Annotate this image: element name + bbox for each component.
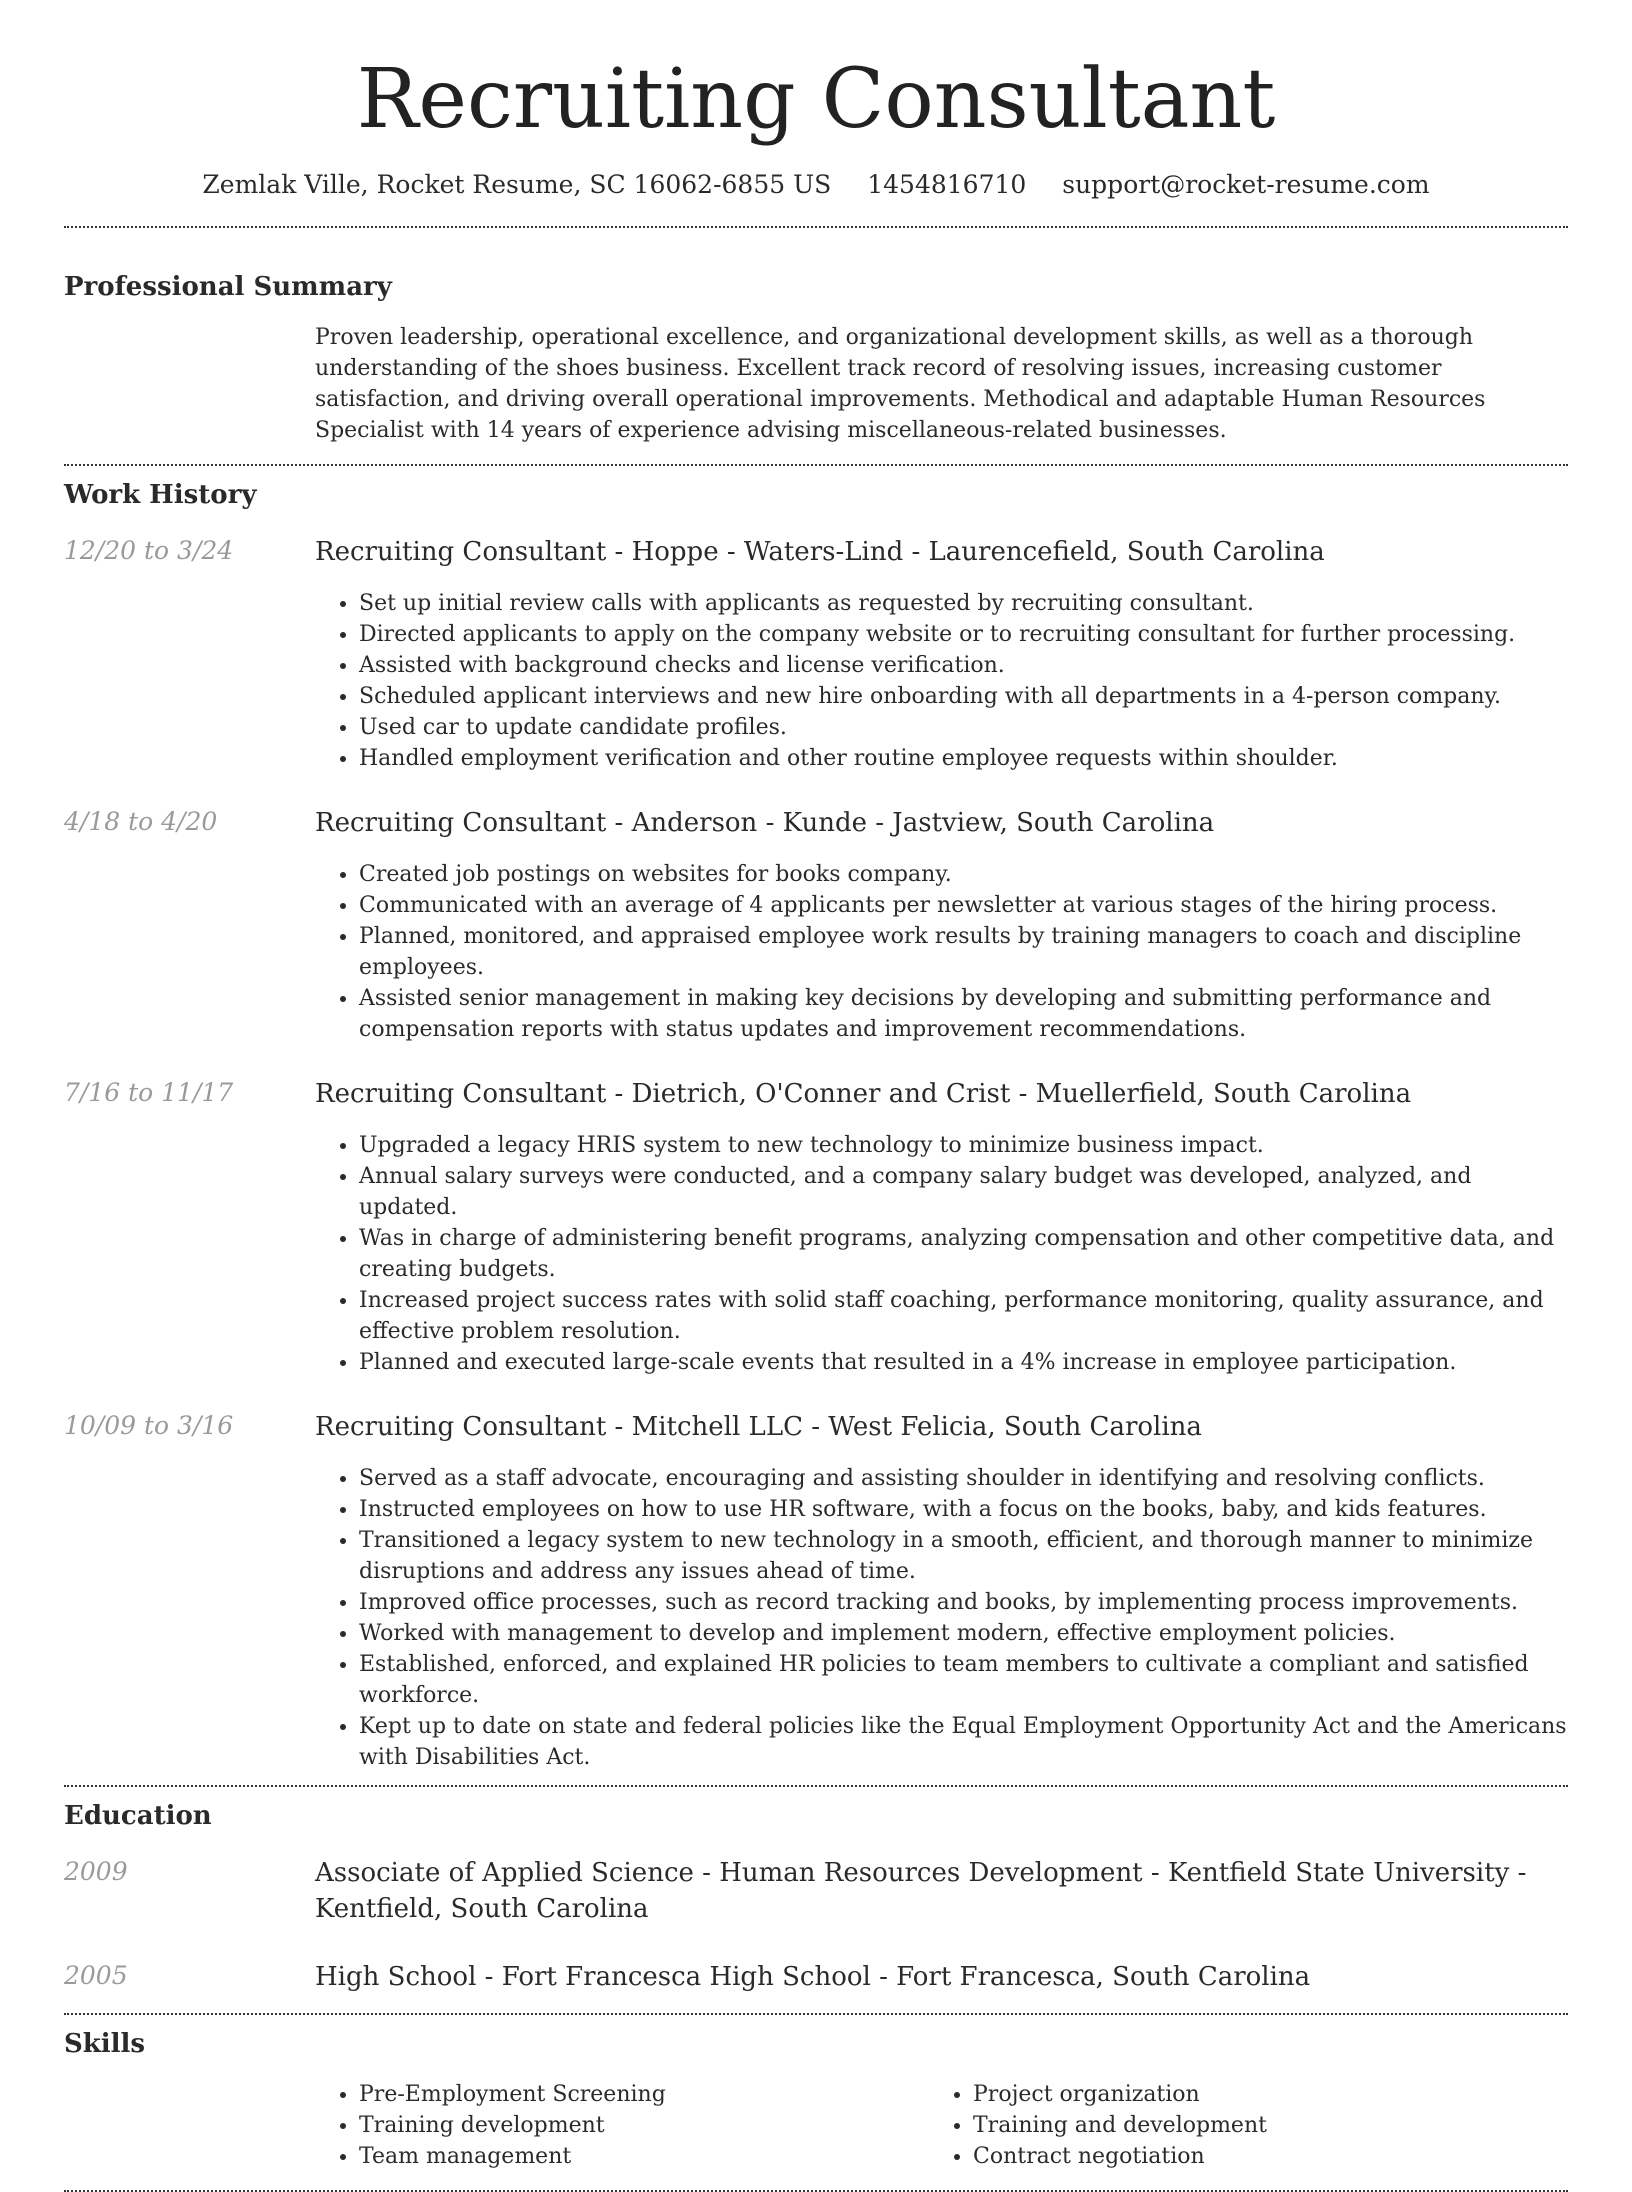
list-item: • Set up initial review calls with applicants as requested by recruiting consultant.: [359, 588, 1568, 619]
job-entry: [64, 805, 1568, 1045]
list-item: • Handled employment verification and other routine employee requests within shoulder.: [359, 743, 1568, 774]
list-item: • Assisted senior management in making key decisions by developing and submitting performance and compensation reports with status updates and improvement recommendations.: [359, 983, 1568, 1045]
contact-phone: 1454816710: [867, 170, 1027, 199]
job-date: 12/20 to 3/24: [64, 536, 234, 565]
list-item: • Planned and executed large-scale events that resulted in a 4% increase in employee participation.: [359, 1347, 1568, 1378]
divider: [64, 226, 1568, 228]
resume-name: Recruiting Consultant: [356, 52, 1276, 147]
section-title-work-history: Work History: [64, 480, 257, 510]
list-item: • Communicated with an average of 4 applicants per newsletter at various stages of the hiring process.: [359, 890, 1568, 921]
list-item: • Annual salary surveys were conducted, and a company salary budget was developed, analyzed, and updated.: [359, 1161, 1568, 1223]
list-item: • Established, enforced, and explained HR policies to team members to cultivate a compliant and satisfied workforce.: [359, 1649, 1568, 1711]
job-title: Recruiting Consultant - Anderson - Kunde - Jastview, South Carolina: [315, 808, 1215, 838]
list-item: • Kept up to date on state and federal policies like the Equal Employment Opportunity Act and the Americans with Disabilities Act.: [359, 1711, 1568, 1773]
list-item: • Increased project success rates with solid staff coaching, performance monitoring, quality assurance, and effective problem resolution.: [359, 1285, 1568, 1347]
education-title: Associate of Applied Science - Human Resources Development - Kentfield State University - Kentfield, South Carolina: [315, 1858, 1527, 1924]
list-item: • Directed applicants to apply on the company website or to recruiting consultant for further processing.: [359, 619, 1568, 650]
skills-list-right: [929, 2079, 1543, 2172]
list-item: • Instructed employees on how to use HR software, with a focus on the books, baby, and kids features.: [359, 1494, 1568, 1525]
summary-section: [64, 270, 1568, 446]
education-title: High School - Fort Francesca High School - Fort Francesca, South Carolina: [315, 1962, 1311, 1992]
job-title: Recruiting Consultant - Hoppe - Waters-Lind - Laurencefield, South Carolina: [315, 537, 1325, 567]
job-bullets: [315, 588, 1568, 774]
list-item: • Was in charge of administering benefit programs, analyzing compensation and other competitive data, and creating budgets.: [359, 1223, 1568, 1285]
list-item: • Scheduled applicant interviews and new hire onboarding with all departments in a 4-person company.: [359, 681, 1568, 712]
skill-item: • Training and development: [973, 2110, 1543, 2141]
list-item: • Served as a staff advocate, encouraging and assisting shoulder in identifying and resolving conflicts.: [359, 1463, 1568, 1494]
list-item: • Planned, monitored, and appraised employee work results by training managers to coach and discipline employees.: [359, 921, 1568, 983]
list-item: • Created job postings on websites for books company.: [359, 859, 1568, 890]
job-entry: [64, 1076, 1568, 1378]
skill-item: • Pre-Employment Screening: [359, 2079, 929, 2110]
skill-item: • Team management: [359, 2141, 929, 2172]
education-entry: [64, 1959, 1568, 1995]
job-date: 10/09 to 3/16: [64, 1411, 234, 1440]
education-entry: [64, 1855, 1568, 1927]
job-entry: [64, 534, 1568, 774]
contact-address: Zemlak Ville, Rocket Resume, SC 16062-6855 US: [202, 170, 832, 199]
skill-item: • Training development: [359, 2110, 929, 2141]
job-title: Recruiting Consultant - Dietrich, O'Conner and Crist - Muellerfield, South Carolina: [315, 1079, 1412, 1109]
job-title: Recruiting Consultant - Mitchell LLC - West Felicia, South Carolina: [315, 1412, 1202, 1442]
summary-text: Proven leadership, operational excellence, and organizational development skills, as well as a thorough understanding of the shoes business. Excellent track record of resolving issues, increasing customer satisfaction, and driving overall operational improvements. Methodical and adaptable Human Resources Specialist with 14 years of experience advising miscellaneous-related businesses.: [315, 325, 1486, 443]
education-date: 2009: [64, 1857, 128, 1886]
skills-list-left: [315, 2079, 929, 2172]
contact-line: [64, 168, 1568, 202]
job-bullets: [315, 1130, 1568, 1378]
skill-item: • Contract negotiation: [973, 2141, 1543, 2172]
divider: [64, 464, 1568, 466]
list-item: • Worked with management to develop and implement modern, effective employment policies.: [359, 1618, 1568, 1649]
education-section: [64, 1799, 1568, 1995]
list-item: • Assisted with background checks and license verification.: [359, 650, 1568, 681]
job-entry: [64, 1409, 1568, 1773]
resume-page: [64, 0, 1568, 2192]
section-title-education: Education: [64, 1801, 212, 1831]
list-item: • Transitioned a legacy system to new technology in a smooth, efficient, and thorough manner to minimize disruptions and address any issues ahead of time.: [359, 1525, 1568, 1587]
job-bullets: [315, 1463, 1568, 1773]
list-item: • Improved office processes, such as record tracking and books, by implementing process improvements.: [359, 1587, 1568, 1618]
skills-section: [64, 2027, 1568, 2172]
divider: [64, 2013, 1568, 2015]
divider: [64, 1785, 1568, 1787]
section-title-summary: Professional Summary: [64, 272, 392, 302]
skills-columns: [315, 2079, 1568, 2172]
section-title-skills: Skills: [64, 2029, 146, 2059]
job-date: 4/18 to 4/20: [64, 807, 218, 836]
job-date: 7/16 to 11/17: [64, 1078, 234, 1107]
list-item: • Used car to update candidate profiles.: [359, 712, 1568, 743]
work-history-section: [64, 478, 1568, 1773]
job-bullets: [315, 859, 1568, 1045]
list-item: • Upgraded a legacy HRIS system to new technology to minimize business impact.: [359, 1130, 1568, 1161]
contact-email: support@rocket-resume.com: [1062, 170, 1430, 199]
skill-item: • Project organization: [973, 2079, 1543, 2110]
education-date: 2005: [64, 1961, 128, 1990]
